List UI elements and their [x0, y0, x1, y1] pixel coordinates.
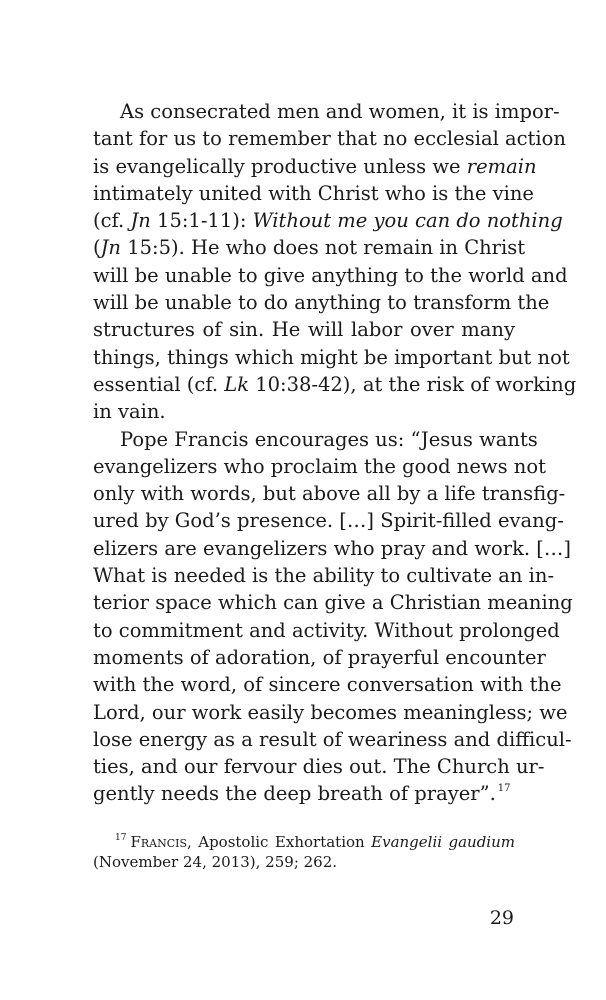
scripture-book: Jn — [100, 236, 121, 260]
paragraph-2-line-10: with the word, of sincere conversation with the — [93, 673, 562, 697]
paragraph-1-line-10: things, things which might be important but not — [93, 345, 570, 369]
paragraph-2-line-12: lose energy as a result of weariness and difficul- — [93, 727, 572, 751]
paragraph-1-line-9: structures of sin. He will labor over many — [93, 318, 515, 342]
footnote-title: Evangelii gaudium — [371, 833, 515, 851]
text-run: 10:38-42), at the risk of working — [249, 372, 577, 396]
paragraph-2-line-1: Pope Francis encourages us: “Jesus wants — [120, 427, 538, 451]
scripture-book: Lk — [224, 372, 250, 396]
page-number: 29 — [489, 907, 514, 929]
text-run: ( — [93, 236, 101, 260]
footnote-number: 17 — [115, 833, 127, 843]
body-text — [93, 98, 577, 808]
paragraph-2-line-14 — [93, 780, 515, 807]
paragraph-2-line-8: to commitment and activity. Without prolonged — [93, 618, 560, 642]
paragraph-1-line-3 — [93, 153, 537, 180]
scripture-book: Jn — [130, 209, 151, 233]
paragraph-1-line-4: intimately united with Christ who is the vine — [93, 181, 534, 205]
text-run: essential (cf. — [93, 372, 225, 396]
paragraph-1-line-12: in vain. — [93, 400, 166, 424]
paragraph-2-line-13: ties, and our fervour dies out. The Church ur- — [93, 755, 545, 779]
paragraph-2-line-3: only with words, but above all by a life transfig- — [93, 482, 566, 506]
footnote-line-1 — [93, 832, 515, 852]
footnote-reference[interactable]: 17 — [497, 783, 511, 795]
text-run: 15:5). He who does not remain in Christ — [121, 236, 526, 260]
footnote — [93, 832, 515, 872]
paragraph-2-line-9: moments of adoration, of prayerful encounter — [93, 645, 546, 669]
emphasis-text: remain — [466, 154, 537, 178]
paragraph-2-line-4: ured by God’s presence. […] Spirit-filled evang- — [93, 509, 564, 533]
paragraph-1-line-6 — [93, 234, 526, 261]
paragraph-2-line-6: What is needed is the ability to cultivate an in- — [93, 564, 555, 588]
paragraph-2-line-11: Lord, our work easily becomes meaningless; we — [93, 700, 568, 724]
paragraph-1-line-1: As consecrated men and women, it is impor- — [120, 100, 560, 123]
paragraph-1-line-5 — [93, 207, 563, 234]
quotation-italic: Without me you can do nothing — [252, 209, 563, 233]
text-run: is evangelically productive unless we — [93, 154, 467, 178]
text-run: (cf. — [93, 209, 131, 233]
footnote-line-2: (November 24, 2013), 259; 262. — [93, 853, 338, 871]
paragraph-1-line-7: will be unable to give anything to the world and — [93, 263, 568, 287]
paragraph-1-line-8: will be unable to do anything to transform the — [93, 291, 550, 315]
paragraph-1-line-11 — [93, 371, 577, 398]
text-run: , Apostolic Exhortation — [187, 833, 372, 851]
paragraph-2-line-5: elizers are evangelizers who pray and work. […] — [93, 536, 571, 560]
paragraph-1-line-2: tant for us to remember that no ecclesial action — [93, 127, 566, 151]
text-run: 15:1-11): — [150, 209, 253, 233]
text-run: gently needs the deep breath of prayer”. — [93, 782, 496, 806]
paragraph-2-line-7: terior space which can give a Christian meaning — [93, 591, 573, 615]
paragraph-2-line-2: evangelizers who proclaim the good news not — [93, 454, 546, 478]
footnote-author: Francis — [130, 833, 188, 851]
